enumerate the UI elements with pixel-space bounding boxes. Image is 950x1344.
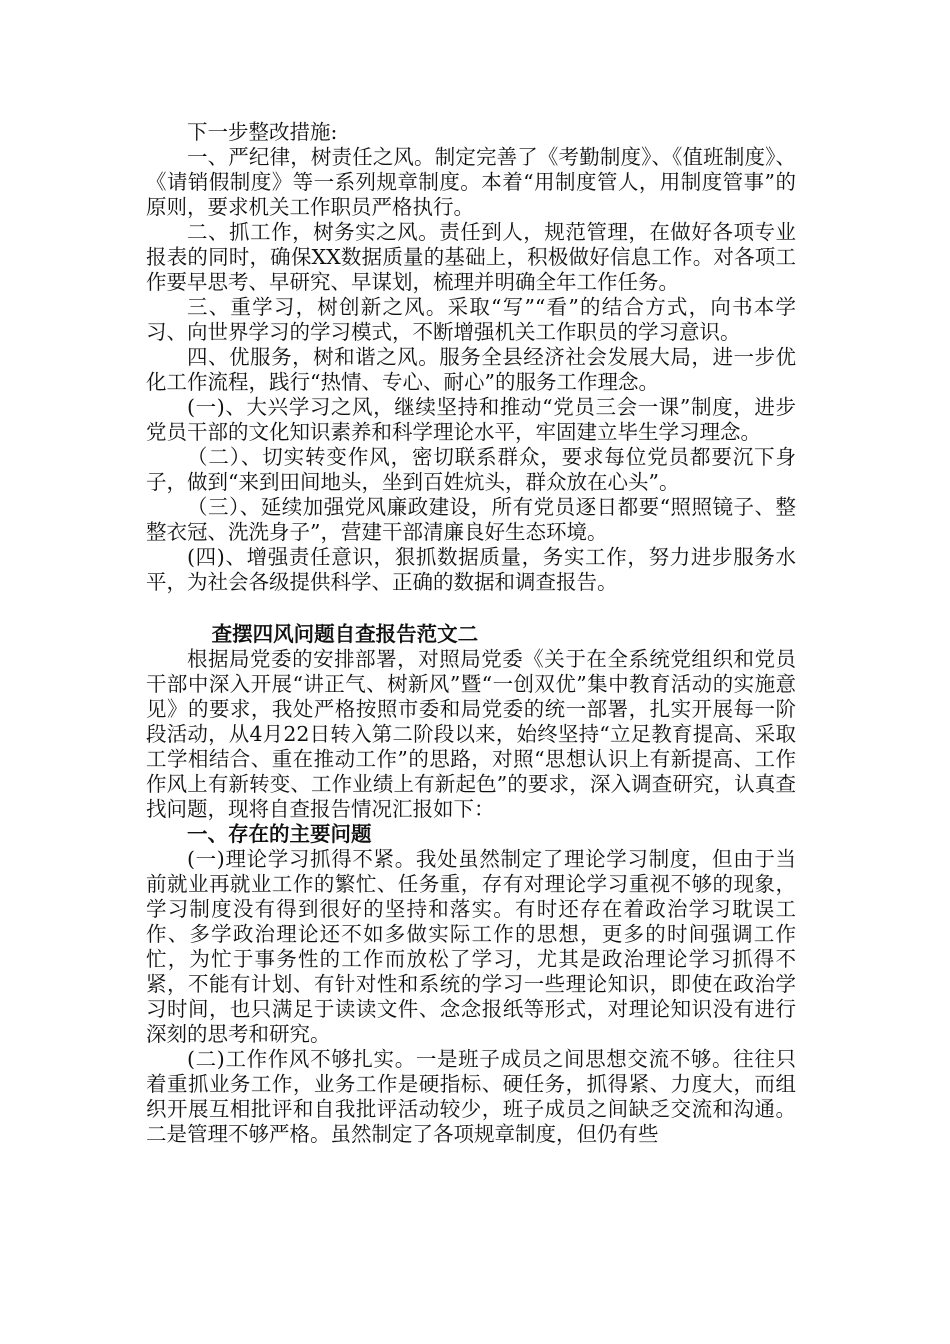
problem-paragraph: (二)工作作风不够扎实。一是班子成员之间思想交流不够。往往只着重抓业务工作，业务工作是硬指标、硬任务，抓得紧、力度大，而组织开展互相批评和自我批评活动较少，班子成员之间缺乏交流和沟通。二是管理不够严格。虽然制定了各项规章制度，但仍有些 xyxy=(146,1047,796,1146)
report-intro: 根据局党委的安排部署，对照局党委《关于在全系统党组织和党员干部中深入开展“讲正气、树新风”暨“一创双优”集中教育活动的实施意见》的要求，我处严格按照市委和局党委的统一部署，扎实开展每一阶段活动，从4月22日转入第二阶段以来，始终坚持“立足教育提高、采取工学相结合、重在推动工作”的思路，对照“思想认识上有新提高、工作作风上有新转变、工作业绩上有新起色”的要求，深入调查研究，认真查找问题，现将自查报告情况汇报如下： xyxy=(146,647,796,821)
measure-paragraph: 四、优服务，树和谐之风。服务全县经济社会发展大局，进一步优化工作流程，践行“热情、专心、耐心”的服务工作理念。 xyxy=(146,345,796,394)
measure-paragraph: 一、严纪律，树责任之风。制定完善了《考勤制度》、《值班制度》、《请销假制度》等一系列规章制度。本着“用制度管人，用制度管事”的原则，要求机关工作职员严格执行。 xyxy=(146,145,796,219)
measure-paragraph: 二、抓工作，树务实之风。责任到人，规范管理，在做好各项专业报表的同时，确保XX数据质量的基础上，积极做好信息工作。对各项工作要早思考、早研究、早谋划，梳理并明确全年工作任务。 xyxy=(146,220,796,294)
measure-paragraph: (一)、大兴学习之风，继续坚持和推动“党员三会一课”制度，进步党员干部的文化知识素养和科学理论水平，牢固建立毕生学习理念。 xyxy=(146,395,796,444)
measures-intro: 下一步整改措施: xyxy=(187,120,338,144)
document-body xyxy=(146,120,796,1147)
measure-paragraph: （三）、延续加强党风廉政建设，所有党员逐日都要“照照镜子、整整衣冠、洗洗身子”，营建干部清廉良好生态环境。 xyxy=(146,495,796,544)
measure-paragraph: 三、重学习，树创新之风。采取“写”“看”的结合方式，向书本学习、向世界学习的学习模式，不断增强机关工作职员的学习意识。 xyxy=(146,295,796,344)
problem-paragraph: (一)理论学习抓得不紧。我处虽然制定了理论学习制度，但由于当前就业再就业工作的繁忙、任务重，存有对理论学习重视不够的现象，学习制度没有得到很好的坚持和落实。有时还存在着政治学习耽误工作、多学政治理论还不如多做实际工作的思想，更多的时间强调工作忙，为忙于事务性的工作而放松了学习，尤其是政治理论学习抓得不紧，不能有计划、有针对性和系统的学习一些理论知识，即使在政治学习时间，也只满足于读读文件、念念报纸等形式，对理论知识没有进行深刻的思考和研究。 xyxy=(146,847,796,1046)
section-heading: 一、存在的主要问题 xyxy=(187,822,372,846)
measure-paragraph: （二）、切实转变作风，密切联系群众，要求每位党员都要沉下身子，做到“来到田间地头，坐到百姓炕头，群众放在心头”。 xyxy=(146,445,796,494)
section-title: 查摆四风问题自查报告范文二 xyxy=(211,622,479,646)
measure-paragraph: (四)、增强责任意识，狠抓数据质量，务实工作，努力进步服务水平，为社会各级提供科学、正确的数据和调查报告。 xyxy=(146,545,796,594)
